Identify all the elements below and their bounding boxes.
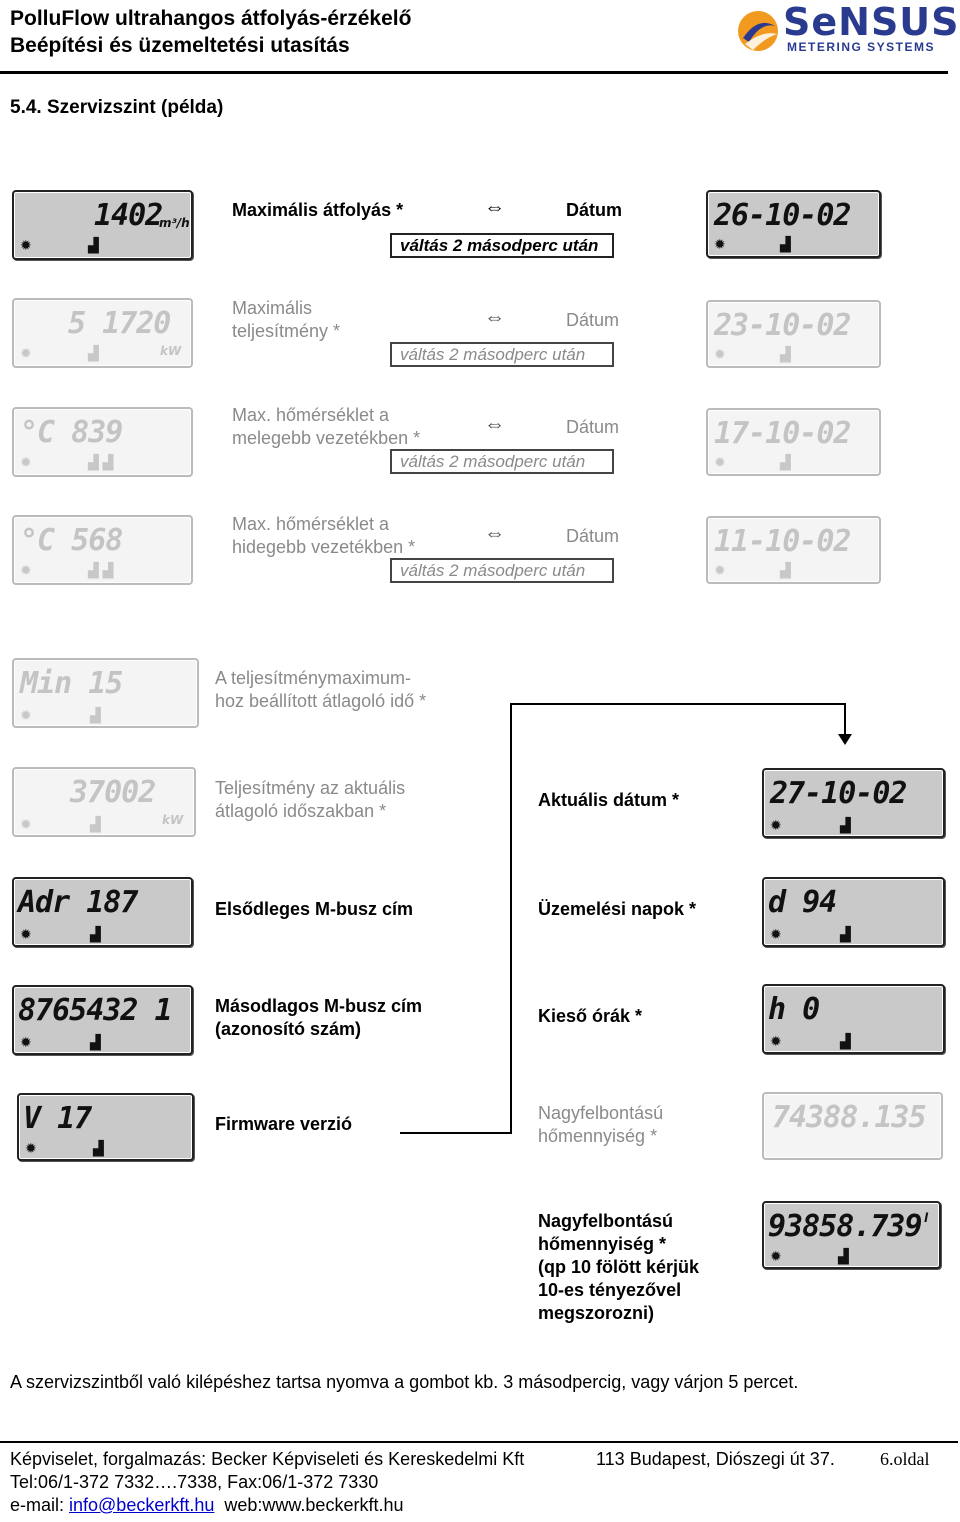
footer-page-number: 6.oldal bbox=[880, 1449, 930, 1469]
document-title: PolluFlow ultrahangos átfolyás-érzékelő bbox=[10, 7, 412, 30]
label-hires-heat-x10-2: hőmennyiség * bbox=[538, 1234, 667, 1254]
sun-icon: ✹ bbox=[20, 237, 32, 253]
logo-text: SeNSUS bbox=[783, 0, 960, 44]
label-hires-heat-1: Nagyfelbontású bbox=[538, 1103, 664, 1123]
lcd-value: 1402 bbox=[94, 198, 163, 233]
date-label: Dátum bbox=[566, 417, 620, 437]
lcd-value: 74388.135 bbox=[772, 1100, 926, 1135]
lcd-value: 23-10-02 bbox=[714, 308, 851, 343]
label-primary-mbus: Elsődleges M-busz cím bbox=[215, 899, 414, 919]
switch-arrow-icon: ⇔ bbox=[484, 522, 502, 545]
connector-bottom bbox=[400, 1132, 512, 1134]
thermometer-icon: ▟ bbox=[90, 816, 101, 832]
switch-note: váltás 2 másodperc után bbox=[390, 558, 614, 583]
switch-note: váltás 2 másodperc után bbox=[390, 449, 614, 474]
thermometer-icon: ▟ bbox=[88, 237, 99, 253]
thermometer-icon: ▟ bbox=[780, 562, 791, 578]
lcd-averaging-time bbox=[12, 658, 199, 728]
label-lost-hours: Kieső órák * bbox=[538, 1006, 643, 1026]
lcd-value: 27-10-02 bbox=[770, 776, 907, 811]
lcd-value: °C 839 bbox=[20, 415, 123, 450]
footer-web: web:www.beckerkft.hu bbox=[224, 1495, 404, 1515]
lcd-lost-hours bbox=[762, 984, 945, 1054]
thermometer-icon: ▟ bbox=[88, 345, 99, 361]
lcd-max-temp-cold bbox=[12, 515, 193, 585]
thermometer-icon: ▟ ▟ bbox=[88, 562, 114, 578]
label-secondary-mbus-2: (azonosító szám) bbox=[215, 1019, 362, 1039]
label-averaging-time-2: hoz beállított átlagoló idő * bbox=[215, 691, 427, 711]
sun-icon: ✹ bbox=[714, 454, 726, 470]
lcd-value: 5 1720 bbox=[68, 306, 171, 341]
connector-vertical bbox=[510, 703, 512, 1133]
label-current-date: Aktuális dátum * bbox=[538, 790, 680, 810]
document-subtitle: Beépítési és üzemeltetési utasítás bbox=[10, 34, 350, 57]
lcd-value: 26-10-02 bbox=[714, 198, 851, 233]
sun-icon: ✹ bbox=[20, 454, 32, 470]
label-secondary-mbus-1: Másodlagos M-busz cím bbox=[215, 996, 423, 1016]
sun-icon: ✹ bbox=[714, 346, 726, 362]
lcd-firmware bbox=[17, 1093, 194, 1161]
label-hires-heat-x10-5: megszorozni) bbox=[538, 1303, 655, 1323]
sun-icon: ✹ bbox=[770, 926, 782, 942]
label-max-power-2: teljesítmény * bbox=[232, 321, 341, 341]
label-current-power-2: átlagoló időszakban * bbox=[215, 801, 387, 821]
thermometer-icon: ▟ ▟ bbox=[88, 454, 114, 470]
lcd-hires-heat bbox=[762, 1092, 943, 1160]
lcd-date-4 bbox=[706, 516, 881, 584]
sun-icon: ✹ bbox=[20, 1034, 32, 1050]
lcd-value: 37002 bbox=[70, 775, 156, 810]
label-current-power-1: Teljesítmény az aktuális bbox=[215, 778, 406, 798]
thermometer-icon: ▟ bbox=[780, 454, 791, 470]
sun-icon: ✹ bbox=[770, 1033, 782, 1049]
thermometer-icon: ▟ bbox=[838, 1248, 849, 1264]
lcd-max-temp-warm bbox=[12, 407, 193, 477]
lcd-unit: l bbox=[924, 1211, 929, 1225]
footer-address: 113 Budapest, Diószegi út 37. bbox=[596, 1449, 835, 1469]
label-hires-heat-x10-3: (qp 10 fölött kérjük bbox=[538, 1257, 700, 1277]
lcd-value: 11-10-02 bbox=[714, 524, 851, 559]
exit-instruction: A szervizszintből való kilépéshez tartsa nyomva a gombot kb. 3 másodpercig, vagy várjon 5 percet. bbox=[10, 1372, 799, 1392]
label-hires-heat-x10-4: 10-es tényezővel bbox=[538, 1280, 682, 1300]
lcd-value: Adr 187 bbox=[18, 885, 138, 920]
lcd-value: V 17 bbox=[23, 1101, 92, 1136]
connector-top bbox=[510, 703, 846, 705]
lcd-value: 17-10-02 bbox=[714, 416, 851, 451]
thermometer-icon: ▟ bbox=[840, 1033, 851, 1049]
thermometer-icon: ▟ bbox=[90, 707, 101, 723]
lcd-value: Min 15 bbox=[20, 666, 123, 701]
sun-icon: ✹ bbox=[714, 236, 726, 252]
footer-email-link[interactable]: info@beckerkft.hu bbox=[69, 1495, 215, 1515]
switch-arrow-icon: ⇔ bbox=[484, 306, 502, 329]
label-operating-days: Üzemelési napok * bbox=[538, 899, 697, 919]
switch-arrow-icon: ⇔ bbox=[484, 413, 502, 436]
lcd-value: h 0 bbox=[768, 992, 820, 1027]
thermometer-icon: ▟ bbox=[90, 926, 101, 942]
sun-icon: ✹ bbox=[20, 816, 32, 832]
thermometer-icon: ▟ bbox=[780, 236, 791, 252]
lcd-current-power bbox=[12, 767, 196, 837]
thermometer-icon: ▟ bbox=[93, 1140, 104, 1156]
sun-icon: ✹ bbox=[20, 926, 32, 942]
sun-icon: ✹ bbox=[714, 562, 726, 578]
sun-icon: ✹ bbox=[770, 1248, 782, 1264]
footer-divider bbox=[0, 1441, 958, 1443]
lcd-value: d 94 bbox=[768, 885, 837, 920]
label-max-temp-warm-2: melegebb vezetékben * bbox=[232, 428, 421, 448]
switch-note: váltás 2 másodperc után bbox=[390, 342, 614, 367]
label-max-temp-cold-1: Max. hőmérséklet a bbox=[232, 514, 390, 534]
lcd-max-flow bbox=[12, 190, 193, 260]
thermometer-icon: ▟ bbox=[840, 926, 851, 942]
date-label: Dátum bbox=[566, 310, 620, 330]
label-max-temp-cold-2: hidegebb vezetékben * bbox=[232, 537, 416, 557]
sun-icon: ✹ bbox=[25, 1140, 37, 1156]
lcd-secondary-mbus bbox=[12, 985, 193, 1055]
lcd-value: °C 568 bbox=[20, 523, 123, 558]
sun-icon: ✹ bbox=[20, 345, 32, 361]
lcd-unit: m³/h bbox=[159, 216, 190, 230]
label-hires-heat-x10-1: Nagyfelbontású bbox=[538, 1211, 674, 1231]
sun-icon: ✹ bbox=[770, 817, 782, 833]
lcd-operating-days bbox=[762, 877, 945, 947]
section-title: 5.4. Szervizszint (példa) bbox=[10, 97, 224, 118]
footer-email-prefix: e-mail: bbox=[10, 1495, 70, 1515]
switch-note: váltás 2 másodperc után bbox=[390, 233, 614, 258]
label-max-temp-warm-1: Max. hőmérséklet a bbox=[232, 405, 390, 425]
sun-icon: ✹ bbox=[20, 562, 32, 578]
lcd-date-1 bbox=[706, 190, 881, 258]
lcd-value: 93858.739 bbox=[768, 1209, 922, 1244]
date-label: Dátum bbox=[566, 526, 620, 546]
label-max-power-1: Maximális bbox=[232, 298, 313, 318]
header-divider bbox=[0, 71, 948, 74]
sensus-logo-mark-icon bbox=[735, 8, 781, 54]
lcd-hires-heat-x10 bbox=[762, 1201, 941, 1269]
sensus-logo bbox=[735, 0, 960, 58]
label-max-flow: Maximális átfolyás * bbox=[232, 200, 404, 220]
arrow-down-icon bbox=[838, 734, 852, 746]
footer-contact bbox=[10, 1494, 403, 1517]
lcd-max-power bbox=[12, 298, 193, 368]
lcd-current-date bbox=[762, 768, 945, 838]
lcd-value: 8765432 1 bbox=[18, 993, 172, 1028]
label-hires-heat-2: hőmennyiség * bbox=[538, 1126, 658, 1146]
label-firmware: Firmware verzió bbox=[215, 1114, 353, 1134]
switch-arrow-icon: ⇔ bbox=[484, 196, 502, 219]
thermometer-icon: ▟ bbox=[90, 1034, 101, 1050]
date-label: Dátum bbox=[566, 200, 623, 220]
lcd-primary-mbus bbox=[12, 877, 193, 947]
lcd-date-3 bbox=[706, 408, 881, 476]
thermometer-icon: ▟ bbox=[780, 346, 791, 362]
footer-phone: Tel:06/1-372 7332….7338, Fax:06/1-372 7330 bbox=[10, 1472, 379, 1492]
lcd-date-2 bbox=[706, 300, 881, 368]
sun-icon: ✹ bbox=[20, 707, 32, 723]
lcd-unit: kW bbox=[160, 344, 182, 358]
thermometer-icon: ▟ bbox=[840, 817, 851, 833]
label-averaging-time-1: A teljesítménymaximum- bbox=[215, 668, 412, 688]
logo-subtext: METERING SYSTEMS bbox=[787, 40, 936, 54]
footer-company: Képviselet, forgalmazás: Becker Képviseleti és Kereskedelmi Kft bbox=[10, 1449, 525, 1469]
lcd-unit: kW bbox=[162, 813, 184, 827]
